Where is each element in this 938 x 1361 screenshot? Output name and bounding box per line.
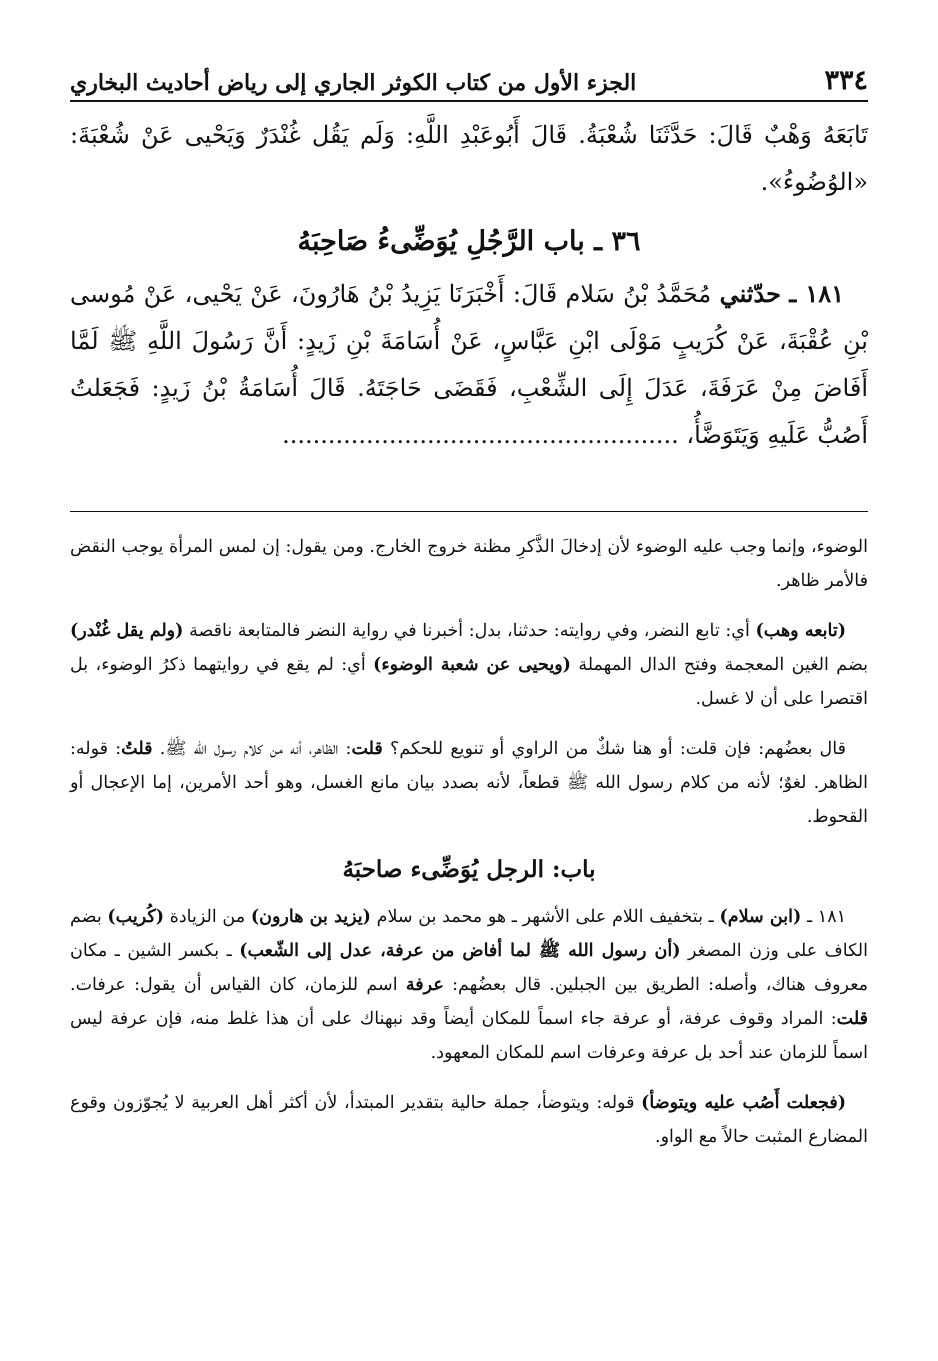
commentary-text: من الزيادة bbox=[164, 907, 251, 927]
commentary-text: ـ بتخفيف اللام على الأشهر ـ هو محمد بن سلام bbox=[370, 907, 720, 927]
hadith-lead: حدّثني bbox=[719, 279, 781, 308]
bold-term: قلت bbox=[351, 739, 383, 759]
commentary-text: أي: تابع النضر، وفي روايته: حدثنا، بدل: أخبرنا في رواية النضر فالمتابعة ناقصة bbox=[183, 621, 756, 641]
bold-term: (ولم يقل غُنْدر) bbox=[70, 621, 184, 641]
page-number: ٣٣٤ bbox=[824, 65, 868, 96]
commentary-text: : المراد وقوف عرفة، أو عرفة جاء اسماً للمكان أيضاً وقد نبهناك على أن هذا غلط منه، فإن عرفة ليس اسماً للزمان عند أحد بل عرفة وعرفات اسم للمكان المعهود. bbox=[70, 1009, 868, 1063]
bold-term: (أن رسول الله ﷺ لما أفاض من عرفة، عدل إلى الشّعب) bbox=[239, 941, 681, 961]
commentary-text: : الظاهر، أنه من كلام رسول الله ﷺ. bbox=[152, 739, 352, 759]
bold-term: (ابن سلام) bbox=[719, 907, 802, 927]
bold-term: (يزيد بن هارون) bbox=[250, 907, 371, 927]
hadith-181 bbox=[70, 270, 868, 459]
chapter-title: ٣٦ ـ باب الرَّجُلِ يُوَضِّىءُ صَاحِبَهُ bbox=[297, 226, 641, 257]
hadith-body: مُحَمَّدُ بْنُ سَلام قَالَ: أَخْبَرَنَا يَزِيدُ بْنُ هَارُونَ، عَنْ يَحْيى، عَنْ مُوسى بْنِ عُقْبَةَ، عَنْ كُرَيبٍ مَوْلَى ابْنِ عَبَّاسٍ، عَنْ أُسَامَةَ بْنِ زَيدٍ: أَنَّ رَسُولَ اللَّهِ ﷺ لَمَّا أَفَاضَ مِنْ عَرَفَةَ، عَدَلَ إِلَى الشِّعْبِ، فَقَضَى حَاجَتَهُ. قَالَ أُسَامَةُ بْنُ زَيدٍ: فَجَعَلتُ أَصُبُّ عَلَيهِ وَيَتَوَضَّأُ، bbox=[70, 280, 868, 449]
bold-term: (تابعه وهب) bbox=[755, 621, 846, 641]
commentary-text: اسم للزمان، كان القياس أن يقول: عرفات. bbox=[70, 975, 406, 995]
page-header bbox=[70, 52, 868, 102]
commentary-paragraph-1: الوضوء، وإنما وجب عليه الوضوء لأن إدخالَ الذَّكرِ مظنة خروج الخارج. ومن يقول: إن لمس المرأة يوجب النقض فالأمر ظاهر. bbox=[70, 537, 868, 591]
bold-term: قلت bbox=[836, 1009, 868, 1029]
continuation-text: تَابَعَهُ وَهْبٌ قَالَ: حَدَّثَنَا شُعْبَةُ. قَالَ أَبُوعَبْدِ اللَّهِ: وَلَم يَقُل غُنْدَرٌ وَيَحْيى عَنْ شُعْبَةَ: «الوُضُوءُ». bbox=[70, 121, 868, 196]
commentary-paragraph-5 bbox=[70, 1086, 868, 1154]
ellipsis-dots: .................................................... bbox=[282, 421, 679, 449]
commentary-text: قال بعضُهم: فإن قلت: أو هنا شكٌ من الراوي أو تنويع للحكم؟ bbox=[382, 739, 846, 759]
bold-term: قلتُ bbox=[121, 739, 153, 759]
bold-term: (ويحيى عن شعبة الوضوء) bbox=[373, 655, 571, 675]
commentary-chapter-title: باب: الرجل يُوَضِّىء صاحبَهُ bbox=[342, 856, 596, 883]
commentary-paragraph-3 bbox=[70, 732, 868, 834]
commentary-text: بضم الكاف على وزن المصغر bbox=[70, 907, 868, 961]
commentary-text: أي: لم يقع في روايتهما ذكرُ الوضوء، بل اقتصرا على أن لا غسل. bbox=[70, 655, 868, 709]
hadith-number: ١٨١ ـ bbox=[789, 279, 844, 308]
commentary-paragraph-4 bbox=[70, 900, 868, 1070]
commentary-text: ـ بكسر الشين ـ مكان معروف هناك، وأصله: الطريق بين الجبلين. قال بعضُهم: bbox=[70, 941, 869, 995]
commentary-paragraph-2 bbox=[70, 614, 868, 716]
bold-term: عرفة bbox=[405, 975, 444, 995]
hadith-text-section bbox=[70, 112, 868, 459]
commentary-section bbox=[70, 530, 868, 1154]
commentary-text: : قوله: الظاهر. لغوٌ؛ لأنه من كلام رسول الله ﷺ قطعاً، لأنه بصدد بيان مانع الغسل، وهو أحد الأمرين، إما الإعجال أو القحوط. bbox=[70, 739, 868, 827]
footnote-divider bbox=[70, 511, 868, 512]
bold-term: (كُريب) bbox=[107, 907, 165, 927]
hadith-number: ١٨١ ـ bbox=[801, 907, 846, 927]
bold-term: (فجعلت أَصُب عليه ويتوضأ) bbox=[641, 1093, 847, 1113]
commentary-text: بضم الغين المعجمة وفتح الدال المهملة bbox=[570, 655, 868, 675]
running-title: الجزء الأول من كتاب الكوثر الجاري إلى رياض أحاديث البخاري bbox=[70, 70, 637, 96]
commentary-text: قوله: ويتوضأ، جملة حالية بتقدير المبتدأ، لأن أكثر أهل العربية لا يُجوّزون وقوع المضارع المثبت حالاً مع الواو. bbox=[70, 1093, 868, 1147]
